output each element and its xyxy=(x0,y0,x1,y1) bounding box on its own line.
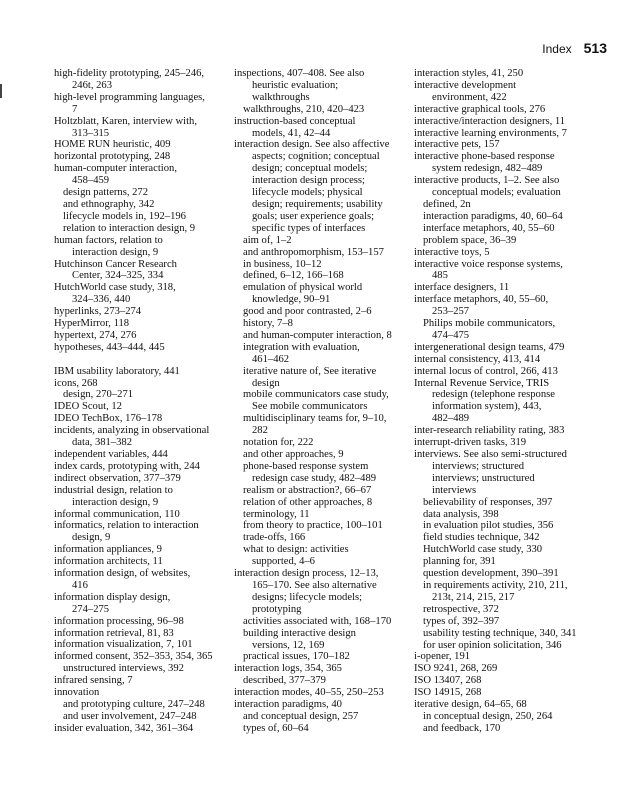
index-entry: interaction design. See also affective xyxy=(234,139,390,151)
index-subentry: data analysis, 398 xyxy=(423,508,499,520)
index-subentry: design, 270–271 xyxy=(63,389,134,401)
index-entry: insider evaluation, 342, 361–364 xyxy=(54,722,194,734)
index-subentry: 282 xyxy=(252,425,268,437)
index-subentry: believability of responses, 397 xyxy=(423,496,553,508)
index-subentry: design patterns, 272 xyxy=(63,187,149,199)
index-entry: hypotheses, 443–444, 445 xyxy=(54,341,165,353)
index-entry: interaction design process, 12–13, xyxy=(234,568,379,580)
index-entry: interactive/interaction designers, 11 xyxy=(414,115,566,127)
index-entry: ISO 13407, 268 xyxy=(414,675,482,687)
running-header xyxy=(542,40,607,56)
index-entry: interactive products, 1–2. See also xyxy=(414,175,560,187)
index-entry: HyperMirror, 118 xyxy=(54,318,130,330)
index-entry: informed consent, 352–353, 354, 365 xyxy=(54,651,213,663)
index-subentry: models, 41, 42–44 xyxy=(252,127,331,139)
index-entry: high-fidelity prototyping, 245–246, xyxy=(54,68,205,79)
index-subentry: building interactive design xyxy=(243,627,356,639)
index-subentry: 274–275 xyxy=(72,603,110,615)
index-subentry: and ethnography, 342 xyxy=(63,198,155,210)
index-subentry: Center, 324–325, 334 xyxy=(72,270,164,282)
index-subentry: and anthropomorphism, 153–157 xyxy=(243,246,384,258)
index-entry: interactive phone-based response xyxy=(414,151,555,163)
index-entry: hypertext, 274, 276 xyxy=(54,329,137,341)
index-entry: IDEO TechBox, 176–178 xyxy=(54,413,163,425)
index-subentry: described, 377–379 xyxy=(243,675,326,687)
index-subentry: defined, 6–12, 166–168 xyxy=(243,270,344,282)
index-subentry: aim of, 1–2 xyxy=(243,234,292,246)
index-subentry: HutchWorld case study, 330 xyxy=(423,544,543,556)
index-subentry: 482–489 xyxy=(432,413,470,425)
index-subentry: and other approaches, 9 xyxy=(243,449,344,460)
index-subentry: multidisciplinary teams for, 9–10, xyxy=(243,413,387,425)
index-entry: information appliances, 9 xyxy=(54,544,162,556)
index-entry: informal communication, 110 xyxy=(54,508,180,520)
index-subentry: and conceptual design, 257 xyxy=(243,710,359,722)
index-subentry: phone-based response system xyxy=(243,460,369,472)
index-subentry: 213t, 214, 215, 217 xyxy=(432,591,515,603)
index-entry: interactive graphical tools, 276 xyxy=(414,103,546,115)
index-entry: interviews. See also semi-structured xyxy=(414,449,567,460)
index-entry: ISO 14915, 268 xyxy=(414,687,482,699)
index-subentry: notation for, 222 xyxy=(243,437,314,449)
index-subentry: interaction design, 9 xyxy=(72,496,159,508)
index-subentry: and feedback, 170 xyxy=(423,722,501,734)
index-entry: human factors, relation to xyxy=(54,234,163,246)
index-subentry: 324–336, 440 xyxy=(72,294,131,306)
index-subentry: good and poor contrasted, 2–6 xyxy=(243,306,372,318)
index-subentry: usability testing technique, 340, 341 xyxy=(423,627,577,639)
index-subentry: problem space, 36–39 xyxy=(423,234,517,246)
index-subentry: 313–315 xyxy=(72,127,110,139)
index-entry: ISO 9241, 268, 269 xyxy=(414,663,498,675)
index-entry: industrial design, relation to xyxy=(54,484,173,496)
index-entry: interactive toys, 5 xyxy=(414,246,490,258)
index-entry: horizontal prototyping, 248 xyxy=(54,151,171,163)
index-subentry: supported, 4–6 xyxy=(252,556,315,568)
index-entry: incidents, analyzing in observational xyxy=(54,425,210,437)
index-entry: instruction-based conceptual xyxy=(234,115,356,127)
index-entry: information architects, 11 xyxy=(54,556,163,568)
index-entry: interface designers, 11 xyxy=(414,282,510,294)
index-subentry: from theory to practice, 100–101 xyxy=(243,520,383,532)
index-subentry: defined, 2n xyxy=(423,198,471,210)
index-entry: icons, 268 xyxy=(54,377,98,389)
index-subentry: design, 9 xyxy=(72,532,111,544)
index-subentry: for user opinion solicitation, 346 xyxy=(423,639,562,651)
index-entry: interaction modes, 40–55, 250–253 xyxy=(234,687,384,699)
index-subentry: iterative nature of, See iterative xyxy=(243,365,377,377)
index-entry: human-computer interaction, xyxy=(54,163,177,175)
index-subentry: walkthroughs, 210, 420–423 xyxy=(243,103,365,115)
index-subentry: in evaluation pilot studies, 356 xyxy=(423,520,554,532)
index-subentry: design; conceptual models; xyxy=(252,163,368,175)
index-subentry: interaction paradigms, 40, 60–64 xyxy=(423,210,563,222)
index-entry: internal consistency, 413, 414 xyxy=(414,353,541,365)
index-subentry: field studies technique, 342 xyxy=(423,532,540,544)
index-subentry: in requirements activity, 210, 211, xyxy=(423,579,568,591)
index-subentry: terminology, 11 xyxy=(243,508,310,520)
index-entry: hyperlinks, 273–274 xyxy=(54,306,142,318)
index-subentry: environment, 422 xyxy=(432,91,507,103)
index-subentry: retrospective, 372 xyxy=(423,603,499,615)
index-entry: intergenerational design teams, 479 xyxy=(414,341,565,353)
index-subentry: interviews; unstructured xyxy=(432,472,535,484)
index-subentry: what to design: activities xyxy=(243,544,349,556)
index-entry: information design, of websites, xyxy=(54,568,191,580)
section-title: Index xyxy=(542,42,572,56)
index-subentry: 485 xyxy=(432,270,448,282)
index-subentry: lifecycle models in, 192–196 xyxy=(63,210,186,222)
index-subentry: in business, 10–12 xyxy=(243,258,322,270)
index-entry: infrared sensing, 7 xyxy=(54,675,133,687)
index-entry: iterative design, 64–65, 68 xyxy=(414,699,527,711)
index-subentry: interface metaphors, 40, 55–60 xyxy=(423,222,555,234)
index-subentry: trade-offs, 166 xyxy=(243,532,306,544)
index-subentry: integration with evaluation, xyxy=(243,341,360,353)
index-entry: informatics, relation to interaction xyxy=(54,520,199,532)
index-entry: inspections, 407–408. See also xyxy=(234,68,365,79)
index-subentry: types of, 392–397 xyxy=(423,615,500,627)
index-subentry: unstructured interviews, 392 xyxy=(63,663,184,675)
index-entry: information processing, 96–98 xyxy=(54,615,184,627)
index-entry: i-opener, 191 xyxy=(414,651,471,663)
index-subentry: interaction design process; xyxy=(252,175,365,187)
page-edge-mark xyxy=(0,84,2,98)
index-subentry: 416 xyxy=(72,579,88,591)
index-subentry: walkthroughs xyxy=(252,91,310,103)
index-subentry: design xyxy=(252,377,280,389)
index-column-3 xyxy=(414,68,614,735)
index-subentry: redesign case study, 482–489 xyxy=(252,472,377,484)
index-entry: interaction styles, 41, 250 xyxy=(414,68,524,79)
index-entry: Holtzblatt, Karen, interview with, xyxy=(54,115,197,127)
index-entry: independent variables, 444 xyxy=(54,448,168,460)
index-entry: HutchWorld case study, 318, xyxy=(54,282,176,294)
index-subentry: versions, 12, 169 xyxy=(252,639,325,651)
index-subentry: 253–257 xyxy=(432,306,470,318)
index-subentry: history, 7–8 xyxy=(243,318,293,330)
index-subentry: emulation of physical world xyxy=(243,282,363,294)
index-subentry: goals; user experience goals; xyxy=(252,210,375,222)
index-subentry: aspects; cognition; conceptual xyxy=(252,151,380,163)
index-subentry: design; requirements; usability xyxy=(252,198,383,210)
index-subentry: interaction design, 9 xyxy=(72,246,159,258)
index-subentry: 458–459 xyxy=(72,175,110,187)
index-entry: IBM usability laboratory, 441 xyxy=(54,365,180,377)
index-subentry: conceptual models; evaluation xyxy=(432,187,561,199)
index-subentry: activities associated with, 168–170 xyxy=(243,615,392,627)
index-subentry: See mobile communicators xyxy=(252,401,368,413)
index-subentry: specific types of interfaces xyxy=(252,222,366,234)
index-subentry: Philips mobile communicators, xyxy=(423,318,556,330)
index-subentry: and human-computer interaction, 8 xyxy=(243,329,392,341)
index-spacer xyxy=(54,354,232,366)
index-subentry: question development, 390–391 xyxy=(423,568,559,580)
page-number: 513 xyxy=(583,40,607,56)
index-subentry: prototyping xyxy=(252,603,302,615)
index-entry: index cards, prototyping with, 244 xyxy=(54,460,200,472)
index-subentry: redesign (telephone response xyxy=(432,389,555,401)
index-entry: Internal Revenue Service, TRIS xyxy=(414,377,550,389)
index-subentry: relation of other approaches, 8 xyxy=(243,496,373,508)
index-subentry: 7 xyxy=(72,103,78,115)
index-subentry: and prototyping culture, 247–248 xyxy=(63,699,205,711)
index-subentry: 165–170. See also alternative xyxy=(252,579,377,591)
index-entry: information visualization, 7, 101 xyxy=(54,639,193,651)
index-entry: interactive learning environments, 7 xyxy=(414,127,567,139)
index-subentry: 461–462 xyxy=(252,353,290,365)
index-entry: interaction paradigms, 40 xyxy=(234,699,342,711)
index-entry: IDEO Scout, 12 xyxy=(54,401,122,413)
index-subentry: mobile communicators case study, xyxy=(243,389,389,401)
index-entry: information retrieval, 81, 83 xyxy=(54,627,174,639)
index-entry: innovation xyxy=(54,687,100,699)
index-entry: interactive development xyxy=(414,79,517,91)
index-column-1 xyxy=(54,68,232,735)
index-subentry: interviews; structured xyxy=(432,460,525,472)
index-subentry: 474–475 xyxy=(432,329,470,341)
index-subentry: planning for, 391 xyxy=(423,556,496,568)
index-subentry: interviews xyxy=(432,484,477,496)
index-entry: interactive voice response systems, xyxy=(414,258,563,270)
index-subentry: system redesign, 482–489 xyxy=(432,163,543,175)
index-entry: information display design, xyxy=(54,591,171,603)
index-subentry: heuristic evaluation; xyxy=(252,79,339,91)
index-entry: inter-research reliability rating, 383 xyxy=(414,425,565,437)
index-entry: interaction logs, 354, 365 xyxy=(234,663,342,675)
index-column-2 xyxy=(234,68,412,735)
index-entry: Hutchinson Cancer Research xyxy=(54,258,177,270)
index-subentry: designs; lifecycle models; xyxy=(252,591,363,603)
index-entry: high-level programming languages, xyxy=(54,91,205,103)
index-subentry: practical issues, 170–182 xyxy=(243,651,350,663)
index-subentry: lifecycle models; physical xyxy=(252,187,363,199)
index-entry: indirect observation, 377–379 xyxy=(54,472,181,484)
index-subentry: knowledge, 90–91 xyxy=(252,294,331,306)
index-entry: interrupt-driven tasks, 319 xyxy=(414,437,527,449)
index-entry: interface metaphors, 40, 55–60, xyxy=(414,294,549,306)
index-subentry: and user involvement, 247–248 xyxy=(63,710,197,722)
index-subentry: types of, 60–64 xyxy=(243,722,309,734)
index-subentry: data, 381–382 xyxy=(72,437,133,449)
index-entry: HOME RUN heuristic, 409 xyxy=(54,139,171,151)
index-subentry: in conceptual design, 250, 264 xyxy=(423,710,553,722)
index-subentry: 246t, 263 xyxy=(72,79,113,91)
index-subentry: information system), 443, xyxy=(432,401,542,413)
index-subentry: relation to interaction design, 9 xyxy=(63,222,196,234)
index-entry: internal locus of control, 266, 413 xyxy=(414,365,558,377)
index-subentry: realism or abstraction?, 66–67 xyxy=(243,484,372,496)
index-entry: interactive pets, 157 xyxy=(414,139,500,151)
